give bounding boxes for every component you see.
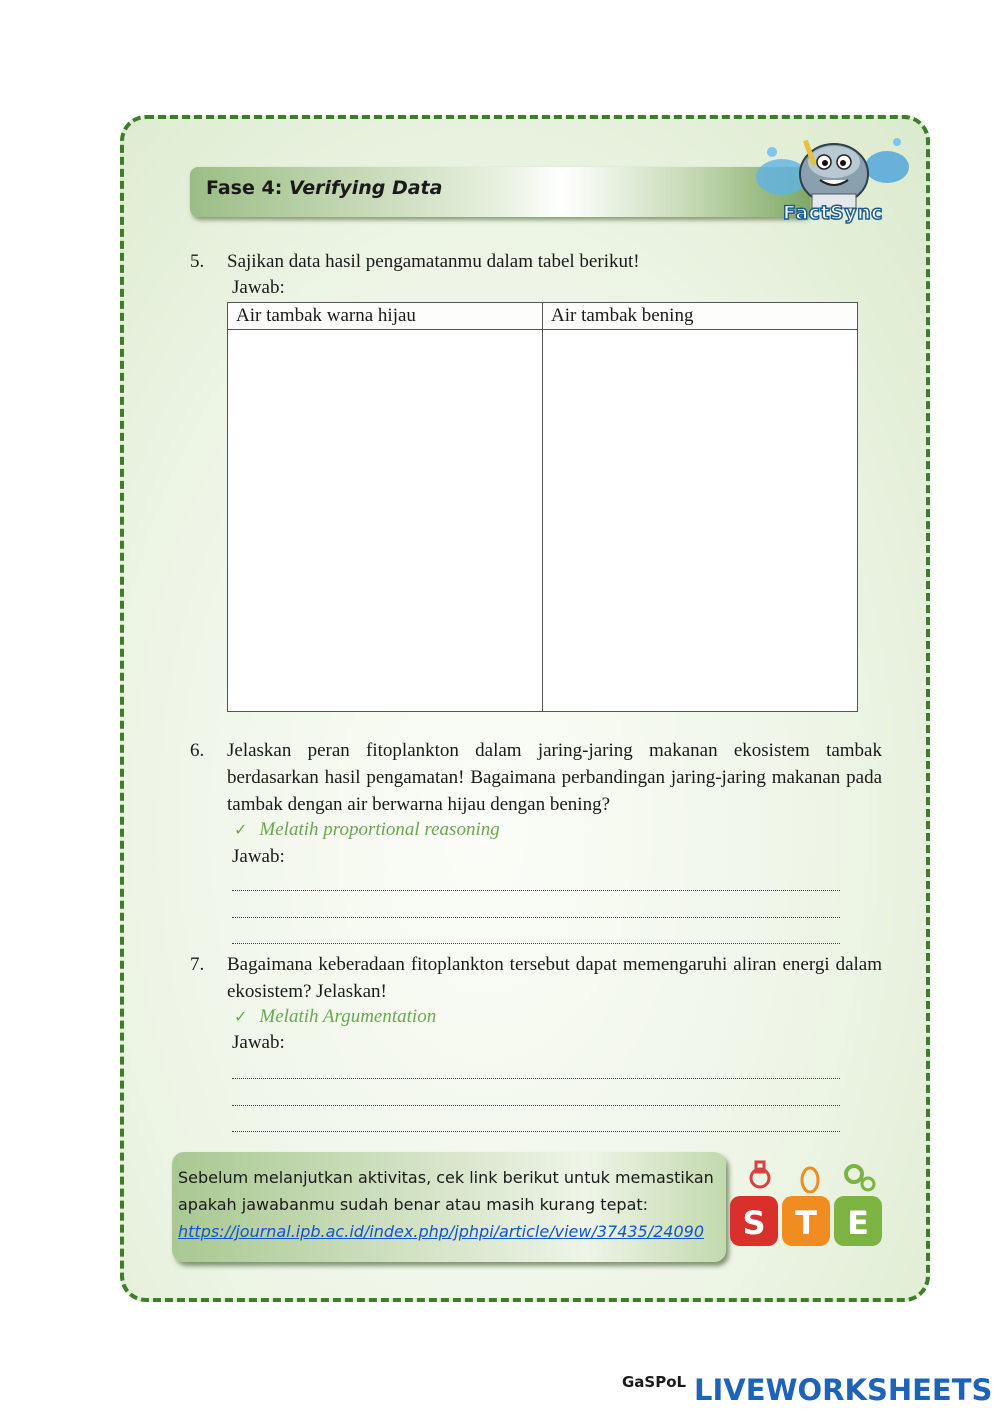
footer-text: GaSPoL bbox=[622, 1373, 687, 1391]
q7-answer-line-3[interactable] bbox=[232, 1131, 840, 1132]
table-header-clear: Air tambak bening bbox=[543, 303, 858, 330]
checkmark-icon: ✓ bbox=[234, 1007, 248, 1026]
q6-skill bbox=[234, 819, 500, 841]
phase-heading bbox=[206, 177, 442, 199]
phase-label: Fase 4: bbox=[206, 177, 283, 199]
answer-key-link[interactable]: https://journal.ipb.ac.id/index.php/jphpi/article/view/37435/24090 bbox=[178, 1222, 705, 1241]
answer-cell-clear[interactable] bbox=[543, 330, 858, 712]
q7-answer-line-2[interactable] bbox=[232, 1105, 840, 1106]
phase-title: Verifying Data bbox=[288, 177, 443, 199]
brand-logo-text: FactSync bbox=[783, 202, 883, 224]
ste-letter-e: E bbox=[847, 1204, 869, 1242]
info-text bbox=[178, 1164, 726, 1245]
q7-text: Bagaimana keberadaan fitoplankton tersebut dapat memengaruhi aliran energi dalam ekosistem? Jelaskan! bbox=[227, 954, 882, 1002]
q6-number: 6. bbox=[190, 740, 205, 761]
liveworksheets-watermark: LIVEWORKSHEETS bbox=[694, 1373, 993, 1407]
q5-text: Sajikan data hasil pengamatanmu dalam tabel berikut! bbox=[227, 251, 640, 272]
ste-letter-t: T bbox=[795, 1204, 817, 1242]
q6-answer-label: Jawab: bbox=[232, 846, 285, 867]
q6-answer-line-3[interactable] bbox=[232, 943, 840, 944]
q6-text: Jelaskan peran fitoplankton dalam jaring-jaring makanan ekosistem tambak berdasarkan hasil pengamatan! Bagaimana perbandingan jaring-jaring makanan pada tambak dengan air berwarna hijau dengan bening? bbox=[227, 740, 882, 815]
table-header-green: Air tambak warna hijau bbox=[228, 303, 543, 330]
q7-answer-label: Jawab: bbox=[232, 1032, 285, 1053]
ste-letter-s: S bbox=[742, 1204, 766, 1242]
q5-answer-label: Jawab: bbox=[232, 277, 285, 298]
info-line-1: Sebelum melanjutkan aktivitas, cek link berikut untuk memastikan bbox=[178, 1168, 714, 1187]
q7-skill bbox=[234, 1006, 436, 1028]
q6-skill-label: Melatih proportional reasoning bbox=[259, 819, 500, 840]
q6-answer-line-1[interactable] bbox=[232, 890, 840, 891]
q7-number: 7. bbox=[190, 954, 205, 975]
answer-cell-green[interactable] bbox=[228, 330, 543, 712]
q5-number: 5. bbox=[190, 251, 205, 272]
q7-skill-label: Melatih Argumentation bbox=[259, 1006, 437, 1027]
q7-answer-line-1[interactable] bbox=[232, 1078, 840, 1079]
observation-table bbox=[227, 302, 858, 712]
q6-answer-line-2[interactable] bbox=[232, 917, 840, 918]
ste-logo bbox=[726, 1158, 886, 1250]
checkmark-icon: ✓ bbox=[234, 820, 248, 839]
info-line-2: apakah jawabanmu sudah benar atau masih kurang tepat: bbox=[178, 1195, 649, 1214]
